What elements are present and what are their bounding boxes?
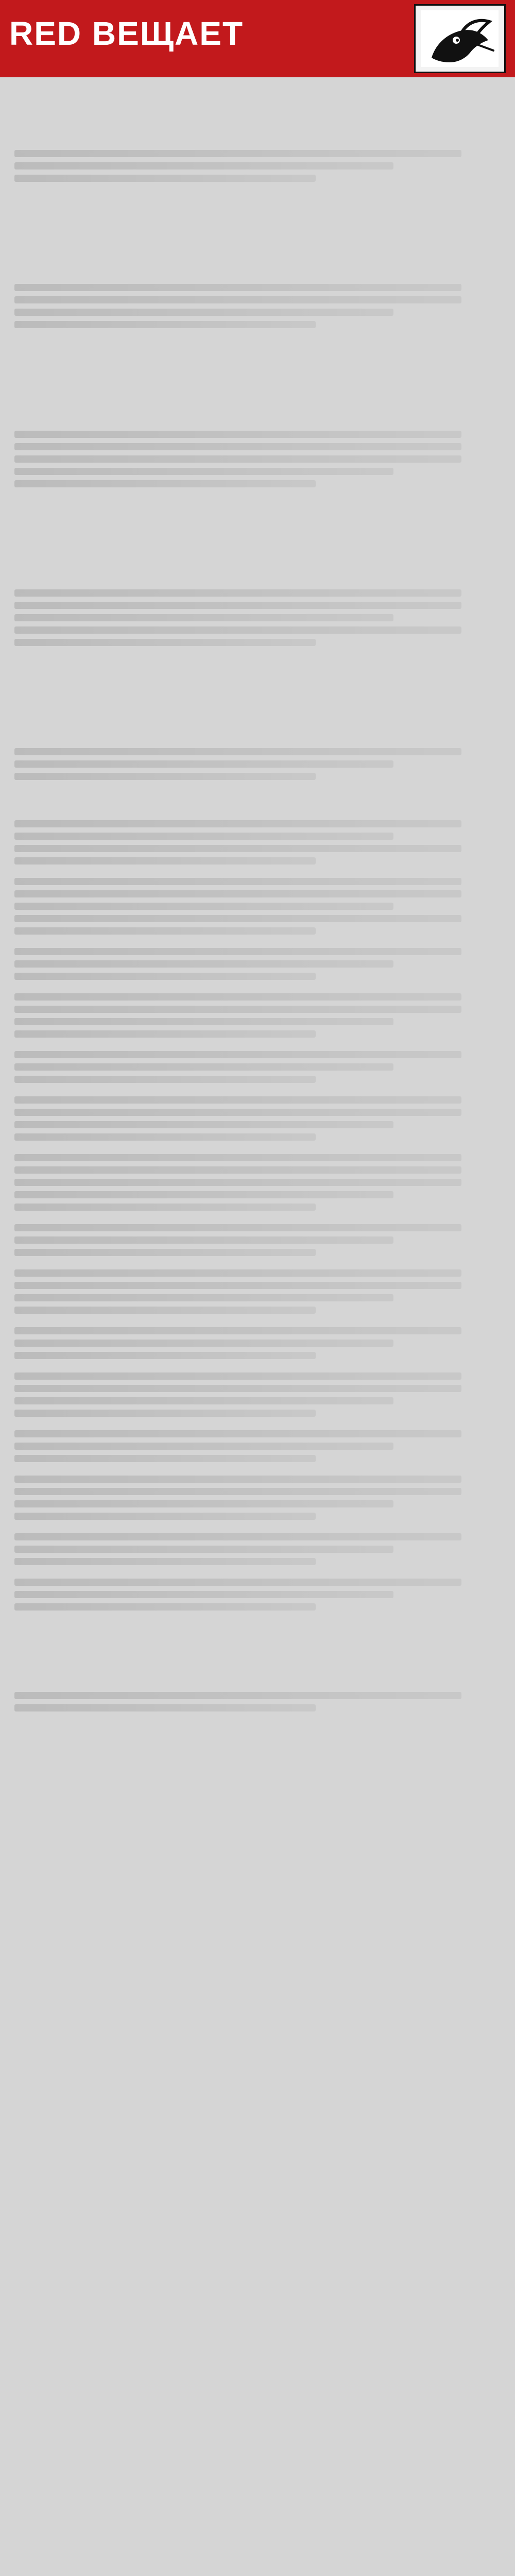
text-line xyxy=(14,1476,461,1483)
text-line xyxy=(14,960,393,968)
text-placeholder xyxy=(14,1372,501,1417)
intro-block xyxy=(14,369,501,516)
text-placeholder xyxy=(14,993,501,1038)
text-placeholder xyxy=(14,150,501,182)
text-line xyxy=(14,431,461,438)
text-line xyxy=(14,1224,461,1231)
text-line xyxy=(14,1133,316,1141)
text-line xyxy=(14,948,461,955)
text-line xyxy=(14,1397,393,1404)
text-line xyxy=(14,468,393,475)
comment xyxy=(14,1372,501,1417)
text-line xyxy=(14,1410,316,1417)
text-line xyxy=(14,602,461,609)
text-placeholder xyxy=(14,1096,501,1141)
text-line xyxy=(14,760,393,768)
text-line xyxy=(14,857,316,865)
text-line xyxy=(14,1249,316,1256)
text-line xyxy=(14,993,461,1001)
text-line xyxy=(14,150,461,157)
text-placeholder xyxy=(14,820,501,865)
comment xyxy=(14,1579,501,1611)
text-line xyxy=(14,1063,393,1071)
intro-block xyxy=(14,528,501,675)
text-line xyxy=(14,1443,393,1450)
text-placeholder xyxy=(14,1430,501,1462)
comment xyxy=(14,1051,501,1083)
text-placeholder xyxy=(14,1269,501,1314)
intro-block xyxy=(14,89,501,211)
text-line xyxy=(14,1179,461,1186)
text-placeholder xyxy=(14,1692,501,1711)
text-line xyxy=(14,614,393,621)
text-line xyxy=(14,833,393,840)
text-line xyxy=(14,1385,461,1392)
text-line xyxy=(14,626,461,634)
comment xyxy=(14,948,501,980)
text-line xyxy=(14,1455,316,1462)
text-placeholder xyxy=(14,1579,501,1611)
text-line xyxy=(14,175,316,182)
text-line xyxy=(14,1076,316,1083)
text-line xyxy=(14,1340,393,1347)
text-line xyxy=(14,1704,316,1711)
text-placeholder xyxy=(14,589,501,646)
text-line xyxy=(14,1121,393,1128)
text-line xyxy=(14,1546,393,1553)
text-line xyxy=(14,845,461,852)
text-line xyxy=(14,1269,461,1277)
text-line xyxy=(14,1500,393,1507)
text-line xyxy=(14,1204,316,1211)
text-placeholder xyxy=(14,948,501,980)
text-line xyxy=(14,1603,316,1611)
text-placeholder xyxy=(14,284,501,328)
text-line xyxy=(14,820,461,827)
header xyxy=(0,0,515,77)
text-line xyxy=(14,1307,316,1314)
page-title: RED ВЕЩАЕТ xyxy=(9,15,244,52)
text-line xyxy=(14,480,316,487)
comment xyxy=(14,1430,501,1462)
text-line xyxy=(14,1006,461,1013)
text-line xyxy=(14,296,461,303)
text-line xyxy=(14,1558,316,1565)
comment xyxy=(14,1096,501,1141)
comment xyxy=(14,1476,501,1520)
text-line xyxy=(14,589,461,597)
text-line xyxy=(14,1294,393,1301)
comment xyxy=(14,820,501,865)
text-line xyxy=(14,321,316,328)
text-line xyxy=(14,1372,461,1380)
text-placeholder xyxy=(14,1476,501,1520)
text-line xyxy=(14,1327,461,1334)
comment xyxy=(14,993,501,1038)
text-placeholder xyxy=(14,1533,501,1565)
text-line xyxy=(14,1513,316,1520)
text-placeholder xyxy=(14,878,501,935)
text-line xyxy=(14,1692,461,1699)
text-line xyxy=(14,1096,461,1104)
comment xyxy=(14,1327,501,1359)
text-line xyxy=(14,927,316,935)
text-line xyxy=(14,639,316,646)
text-line xyxy=(14,878,461,885)
text-line xyxy=(14,915,461,922)
text-line xyxy=(14,1282,461,1289)
text-line xyxy=(14,1154,461,1161)
comment xyxy=(14,1154,501,1211)
text-line xyxy=(14,284,461,291)
text-line xyxy=(14,443,461,450)
main-content xyxy=(0,77,515,2576)
text-placeholder xyxy=(14,431,501,487)
comment xyxy=(14,1224,501,1256)
text-line xyxy=(14,903,393,910)
text-line xyxy=(14,162,393,170)
logo xyxy=(414,4,506,73)
text-line xyxy=(14,1579,461,1586)
text-line xyxy=(14,1488,461,1495)
text-line xyxy=(14,1109,461,1116)
closing-block xyxy=(14,1630,501,1740)
text-line xyxy=(14,748,461,755)
comment xyxy=(14,1269,501,1314)
comment xyxy=(14,1533,501,1565)
text-line xyxy=(14,1236,393,1244)
text-line xyxy=(14,1533,461,1540)
text-line xyxy=(14,1051,461,1058)
text-placeholder xyxy=(14,1154,501,1211)
text-line xyxy=(14,455,461,463)
text-placeholder xyxy=(14,1224,501,1256)
text-line xyxy=(14,1166,461,1174)
text-line xyxy=(14,1191,393,1198)
text-line xyxy=(14,1030,316,1038)
text-line xyxy=(14,1352,316,1359)
text-line xyxy=(14,1591,393,1598)
text-line xyxy=(14,773,316,780)
intro-block xyxy=(14,686,501,809)
spacer xyxy=(14,1624,501,1630)
intro-block xyxy=(14,223,501,358)
text-line xyxy=(14,1018,393,1025)
text-placeholder xyxy=(14,1327,501,1359)
logo-illustration xyxy=(421,10,499,67)
comment xyxy=(14,878,501,935)
text-line xyxy=(14,890,461,897)
text-line xyxy=(14,973,316,980)
text-line xyxy=(14,1430,461,1437)
text-placeholder xyxy=(14,748,501,780)
text-line xyxy=(14,309,393,316)
text-placeholder xyxy=(14,1051,501,1083)
